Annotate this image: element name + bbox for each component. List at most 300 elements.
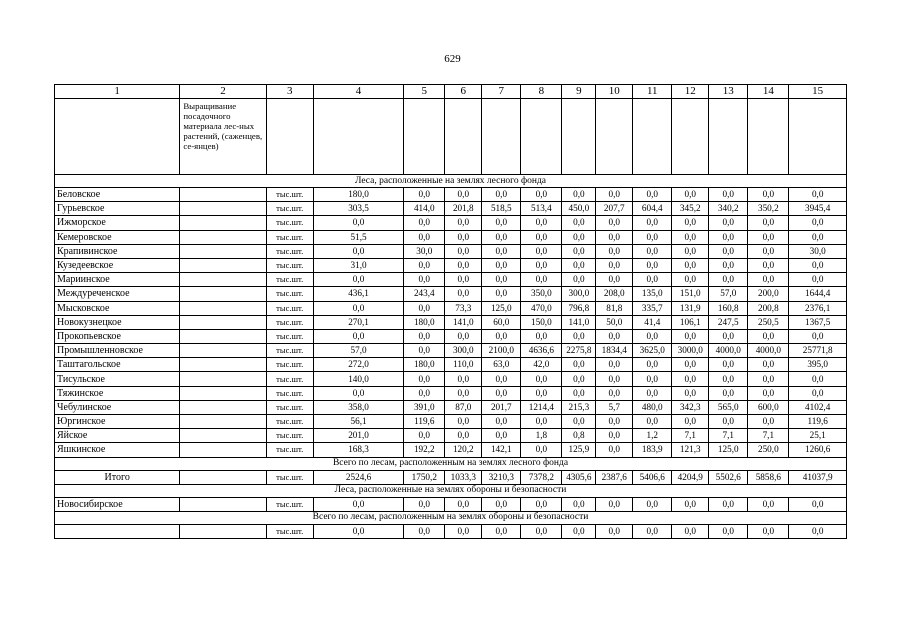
value-cell: 0,0: [482, 230, 521, 244]
value-cell: 0,0: [404, 344, 445, 358]
column-number: 4: [313, 85, 403, 99]
section-heading: Леса, расположенные на землях обороны и безопасности: [55, 484, 847, 497]
empty-cell: [404, 99, 445, 175]
table-row: [55, 188, 847, 202]
empty-cell: [313, 99, 403, 175]
value-cell: 5502,6: [709, 470, 748, 484]
value-cell: 0,0: [748, 188, 789, 202]
value-cell: 0,0: [709, 188, 748, 202]
forest-seedlings-table: [54, 84, 847, 539]
value-cell: 125,0: [709, 443, 748, 457]
value-cell: 0,0: [562, 329, 596, 343]
value-cell: 0,0: [521, 216, 562, 230]
value-cell: 436,1: [313, 287, 403, 301]
value-cell: 3945,4: [789, 202, 847, 216]
value-cell: 0,0: [562, 216, 596, 230]
value-cell: 0,0: [445, 497, 482, 511]
value-cell: 391,0: [404, 400, 445, 414]
value-cell: 0,0: [789, 329, 847, 343]
empty-cell: [180, 287, 266, 301]
value-cell: 0,0: [521, 244, 562, 258]
value-cell: 119,6: [404, 415, 445, 429]
value-cell: 0,0: [562, 524, 596, 538]
value-cell: 0,0: [596, 216, 633, 230]
empty-cell: [445, 99, 482, 175]
value-cell: 470,0: [521, 301, 562, 315]
value-cell: 0,0: [482, 273, 521, 287]
value-cell: 5406,6: [633, 470, 672, 484]
value-cell: 0,0: [633, 230, 672, 244]
value-cell: 4000,0: [748, 344, 789, 358]
empty-cell: [748, 99, 789, 175]
value-cell: 0,0: [404, 497, 445, 511]
value-cell: 0,0: [709, 230, 748, 244]
value-cell: 0,0: [789, 273, 847, 287]
value-cell: 42,0: [521, 358, 562, 372]
value-cell: 201,8: [445, 202, 482, 216]
value-cell: 0,0: [789, 230, 847, 244]
unit-cell: тыс.шт.: [266, 202, 313, 216]
value-cell: 0,0: [445, 329, 482, 343]
column-number: 1: [55, 85, 180, 99]
table-row: [55, 230, 847, 244]
district-name: Прокопьевское: [55, 329, 180, 343]
page-number: 629: [444, 53, 461, 65]
value-cell: 2524,6: [313, 470, 403, 484]
column-number: 15: [789, 85, 847, 99]
value-cell: 201,0: [313, 429, 403, 443]
value-cell: 180,0: [404, 358, 445, 372]
value-cell: 0,0: [445, 287, 482, 301]
unit-cell: тыс.шт.: [266, 497, 313, 511]
value-cell: 0,0: [521, 230, 562, 244]
value-cell: 0,0: [445, 230, 482, 244]
value-cell: 0,0: [482, 497, 521, 511]
value-cell: 2100,0: [482, 344, 521, 358]
column-number: 9: [562, 85, 596, 99]
empty-cell: [180, 301, 266, 315]
empty-cell: [180, 429, 266, 443]
district-name: Новокузнецкое: [55, 315, 180, 329]
value-cell: 395,0: [789, 358, 847, 372]
value-cell: 0,0: [709, 329, 748, 343]
value-cell: 0,0: [748, 258, 789, 272]
unit-cell: тыс.шт.: [266, 258, 313, 272]
value-cell: 0,0: [404, 329, 445, 343]
value-cell: 106,1: [672, 315, 709, 329]
district-name: Тяжинское: [55, 386, 180, 400]
value-cell: 0,0: [445, 415, 482, 429]
value-cell: 0,0: [672, 497, 709, 511]
unit-cell: тыс.шт.: [266, 400, 313, 414]
value-cell: 0,0: [672, 244, 709, 258]
value-cell: 0,0: [789, 188, 847, 202]
value-cell: 110,0: [445, 358, 482, 372]
value-cell: 250,5: [748, 315, 789, 329]
value-cell: 1,8: [521, 429, 562, 443]
value-cell: 0,0: [445, 244, 482, 258]
table-row: [55, 315, 847, 329]
empty-cell: [180, 400, 266, 414]
value-cell: 121,3: [672, 443, 709, 457]
value-cell: 0,0: [672, 372, 709, 386]
value-cell: 0,0: [633, 188, 672, 202]
value-cell: 125,0: [482, 301, 521, 315]
value-cell: 0,0: [482, 386, 521, 400]
unit-cell: тыс.шт.: [266, 273, 313, 287]
table-row: [55, 443, 847, 457]
value-cell: 73,3: [445, 301, 482, 315]
value-cell: 0,0: [521, 258, 562, 272]
value-cell: 0,0: [521, 415, 562, 429]
value-cell: 1834,4: [596, 344, 633, 358]
value-cell: 0,0: [404, 372, 445, 386]
value-cell: 0,0: [748, 273, 789, 287]
value-cell: 0,0: [709, 497, 748, 511]
value-cell: 0,0: [445, 524, 482, 538]
value-cell: 0,0: [633, 244, 672, 258]
value-cell: 0,0: [748, 230, 789, 244]
unit-cell: тыс.шт.: [266, 188, 313, 202]
table-row: [55, 258, 847, 272]
value-cell: 135,0: [633, 287, 672, 301]
value-cell: 250,0: [748, 443, 789, 457]
value-cell: 0,0: [748, 386, 789, 400]
value-cell: 0,0: [404, 524, 445, 538]
value-cell: 31,0: [313, 258, 403, 272]
value-cell: 1750,2: [404, 470, 445, 484]
value-cell: 215,3: [562, 400, 596, 414]
value-cell: 0,0: [562, 386, 596, 400]
district-name: Ижморское: [55, 216, 180, 230]
value-cell: 335,7: [633, 301, 672, 315]
value-cell: 3000,0: [672, 344, 709, 358]
value-cell: 0,0: [709, 524, 748, 538]
value-cell: 0,0: [445, 273, 482, 287]
value-cell: 0,0: [445, 258, 482, 272]
empty-cell: [180, 470, 266, 484]
table-row: [55, 244, 847, 258]
empty-cell: [672, 99, 709, 175]
value-cell: 0,0: [633, 524, 672, 538]
value-cell: 0,0: [482, 287, 521, 301]
district-name: Юргинское: [55, 415, 180, 429]
empty-cell: [180, 386, 266, 400]
value-cell: 0,0: [404, 301, 445, 315]
value-cell: 0,0: [482, 216, 521, 230]
value-cell: 150,0: [521, 315, 562, 329]
value-cell: 4305,6: [562, 470, 596, 484]
value-cell: 0,0: [562, 244, 596, 258]
value-cell: 30,0: [789, 244, 847, 258]
value-cell: 0,0: [672, 415, 709, 429]
value-cell: 0,0: [562, 188, 596, 202]
column-number: 5: [404, 85, 445, 99]
value-cell: 0,0: [404, 386, 445, 400]
value-cell: 0,0: [313, 386, 403, 400]
description-row: [55, 99, 847, 175]
value-cell: 57,0: [313, 344, 403, 358]
value-cell: 63,0: [482, 358, 521, 372]
value-cell: 201,7: [482, 400, 521, 414]
value-cell: 0,0: [789, 524, 847, 538]
value-cell: 0,0: [596, 273, 633, 287]
value-cell: 0,0: [404, 216, 445, 230]
value-cell: 2387,6: [596, 470, 633, 484]
value-cell: 796,8: [562, 301, 596, 315]
value-cell: 0,0: [482, 524, 521, 538]
value-cell: 120,2: [445, 443, 482, 457]
value-cell: 30,0: [404, 244, 445, 258]
value-cell: 0,0: [672, 358, 709, 372]
unit-cell: тыс.шт.: [266, 358, 313, 372]
value-cell: 1260,6: [789, 443, 847, 457]
value-cell: 0,0: [672, 524, 709, 538]
value-cell: 0,0: [562, 415, 596, 429]
column-number: 7: [482, 85, 521, 99]
value-cell: 50,0: [596, 315, 633, 329]
value-cell: 0,0: [672, 230, 709, 244]
empty-cell: [55, 99, 180, 175]
total-row: [55, 470, 847, 484]
empty-cell: [482, 99, 521, 175]
value-cell: 0,0: [748, 358, 789, 372]
value-cell: 0,0: [789, 372, 847, 386]
value-cell: 513,4: [521, 202, 562, 216]
value-cell: 0,0: [709, 216, 748, 230]
value-cell: 207,7: [596, 202, 633, 216]
value-cell: 1033,3: [445, 470, 482, 484]
value-cell: 0,0: [709, 258, 748, 272]
value-cell: 518,5: [482, 202, 521, 216]
value-cell: 0,0: [596, 230, 633, 244]
empty-cell: [180, 415, 266, 429]
table-row: [55, 202, 847, 216]
value-cell: 5858,6: [748, 470, 789, 484]
value-cell: 0,8: [562, 429, 596, 443]
value-cell: 0,0: [748, 329, 789, 343]
value-cell: 0,0: [789, 258, 847, 272]
activity-description: Выращивание посадочного материала лес-ных растений, (саженцев, се-янцев): [180, 99, 266, 175]
value-cell: 0,0: [445, 386, 482, 400]
value-cell: 0,0: [789, 216, 847, 230]
empty-cell: [633, 99, 672, 175]
unit-cell: тыс.шт.: [266, 230, 313, 244]
table-row: [55, 287, 847, 301]
value-cell: 2275,8: [562, 344, 596, 358]
table-body: [55, 85, 847, 539]
table-row: [55, 429, 847, 443]
value-cell: 0,0: [596, 497, 633, 511]
value-cell: 0,0: [596, 329, 633, 343]
unit-cell: тыс.шт.: [266, 429, 313, 443]
value-cell: 0,0: [748, 244, 789, 258]
value-cell: 0,0: [709, 244, 748, 258]
district-name: Кузедеевское: [55, 258, 180, 272]
value-cell: 2376,1: [789, 301, 847, 315]
value-cell: 0,0: [789, 386, 847, 400]
value-cell: 0,0: [633, 329, 672, 343]
unit-cell: тыс.шт.: [266, 415, 313, 429]
value-cell: 0,0: [672, 258, 709, 272]
table-row: [55, 415, 847, 429]
column-number: 14: [748, 85, 789, 99]
empty-cell: [521, 99, 562, 175]
empty-cell: [709, 99, 748, 175]
empty-cell: [180, 344, 266, 358]
value-cell: 0,0: [313, 216, 403, 230]
value-cell: 192,2: [404, 443, 445, 457]
value-cell: 350,2: [748, 202, 789, 216]
value-cell: 345,2: [672, 202, 709, 216]
value-cell: 342,3: [672, 400, 709, 414]
value-cell: 272,0: [313, 358, 403, 372]
value-cell: 7378,2: [521, 470, 562, 484]
value-cell: 0,0: [404, 273, 445, 287]
value-cell: 0,0: [404, 230, 445, 244]
value-cell: 1,2: [633, 429, 672, 443]
unit-cell: тыс.шт.: [266, 315, 313, 329]
value-cell: 0,0: [521, 443, 562, 457]
value-cell: 160,8: [709, 301, 748, 315]
value-cell: 0,0: [562, 273, 596, 287]
unit-cell: тыс.шт.: [266, 386, 313, 400]
empty-cell: [180, 315, 266, 329]
value-cell: 450,0: [562, 202, 596, 216]
total-heading: Всего по лесам, расположенным на землях лесного фонда: [55, 457, 847, 470]
empty-cell: [180, 329, 266, 343]
value-cell: 0,0: [789, 497, 847, 511]
value-cell: 0,0: [404, 429, 445, 443]
district-name: Таштагольское: [55, 358, 180, 372]
value-cell: 7,1: [748, 429, 789, 443]
value-cell: 1367,5: [789, 315, 847, 329]
value-cell: 300,0: [562, 287, 596, 301]
empty-cell: [180, 443, 266, 457]
value-cell: 208,0: [596, 287, 633, 301]
value-cell: 0,0: [672, 329, 709, 343]
value-cell: 3625,0: [633, 344, 672, 358]
value-cell: 0,0: [596, 258, 633, 272]
district-name: Итого: [55, 470, 180, 484]
value-cell: 0,0: [482, 415, 521, 429]
value-cell: 0,0: [313, 301, 403, 315]
value-cell: 0,0: [672, 273, 709, 287]
empty-cell: [266, 99, 313, 175]
value-cell: 0,0: [521, 273, 562, 287]
value-cell: 0,0: [672, 188, 709, 202]
value-cell: 0,0: [596, 372, 633, 386]
value-cell: 7,1: [709, 429, 748, 443]
value-cell: 0,0: [313, 524, 403, 538]
unit-cell: тыс.шт.: [266, 329, 313, 343]
value-cell: 350,0: [521, 287, 562, 301]
value-cell: 0,0: [672, 386, 709, 400]
table-row: [55, 273, 847, 287]
value-cell: 60,0: [482, 315, 521, 329]
value-cell: 180,0: [313, 188, 403, 202]
value-cell: 200,0: [748, 287, 789, 301]
column-number: 10: [596, 85, 633, 99]
value-cell: 0,0: [521, 497, 562, 511]
empty-cell: [180, 372, 266, 386]
value-cell: 0,0: [596, 524, 633, 538]
value-cell: 604,4: [633, 202, 672, 216]
table-row: [55, 344, 847, 358]
value-cell: 180,0: [404, 315, 445, 329]
section-heading-row: [55, 175, 847, 188]
value-cell: 4204,9: [672, 470, 709, 484]
value-cell: 4000,0: [709, 344, 748, 358]
unit-cell: тыс.шт.: [266, 344, 313, 358]
value-cell: 358,0: [313, 400, 403, 414]
value-cell: 0,0: [748, 497, 789, 511]
value-cell: 247,5: [709, 315, 748, 329]
table-row: [55, 329, 847, 343]
value-cell: 0,0: [521, 188, 562, 202]
value-cell: 56,1: [313, 415, 403, 429]
district-name: Кемеровское: [55, 230, 180, 244]
value-cell: 0,0: [521, 329, 562, 343]
empty-cell: [180, 230, 266, 244]
district-name: Крапивинское: [55, 244, 180, 258]
empty-cell: [596, 99, 633, 175]
district-name: Промышленновское: [55, 344, 180, 358]
value-cell: 0,0: [313, 244, 403, 258]
value-cell: 0,0: [562, 358, 596, 372]
table-row: [55, 301, 847, 315]
empty-cell: [562, 99, 596, 175]
value-cell: 243,4: [404, 287, 445, 301]
district-name: Новосибирское: [55, 497, 180, 511]
empty-cell: [180, 258, 266, 272]
value-cell: 25771,8: [789, 344, 847, 358]
value-cell: 141,0: [445, 315, 482, 329]
unit-cell: тыс.шт.: [266, 216, 313, 230]
value-cell: 0,0: [482, 372, 521, 386]
unit-cell: тыс.шт.: [266, 301, 313, 315]
empty-cell: [180, 358, 266, 372]
district-name: Беловское: [55, 188, 180, 202]
value-cell: 0,0: [482, 244, 521, 258]
total-heading-row: [55, 511, 847, 524]
value-cell: 0,0: [445, 429, 482, 443]
value-cell: 480,0: [633, 400, 672, 414]
value-cell: 3210,3: [482, 470, 521, 484]
value-cell: 0,0: [404, 258, 445, 272]
empty-cell: [180, 188, 266, 202]
column-number: 3: [266, 85, 313, 99]
unit-cell: тыс.шт.: [266, 287, 313, 301]
empty-cell: [180, 273, 266, 287]
table-row: [55, 400, 847, 414]
section-heading-row: [55, 484, 847, 497]
value-cell: 0,0: [596, 415, 633, 429]
value-cell: 414,0: [404, 202, 445, 216]
value-cell: 81,8: [596, 301, 633, 315]
column-number: 11: [633, 85, 672, 99]
value-cell: 600,0: [748, 400, 789, 414]
district-name: Гурьевское: [55, 202, 180, 216]
column-number-row: [55, 85, 847, 99]
value-cell: 0,0: [633, 386, 672, 400]
value-cell: 0,0: [562, 230, 596, 244]
value-cell: 0,0: [596, 443, 633, 457]
value-cell: 183,9: [633, 443, 672, 457]
district-name: Мариинское: [55, 273, 180, 287]
district-name: Тисульское: [55, 372, 180, 386]
value-cell: 141,0: [562, 315, 596, 329]
